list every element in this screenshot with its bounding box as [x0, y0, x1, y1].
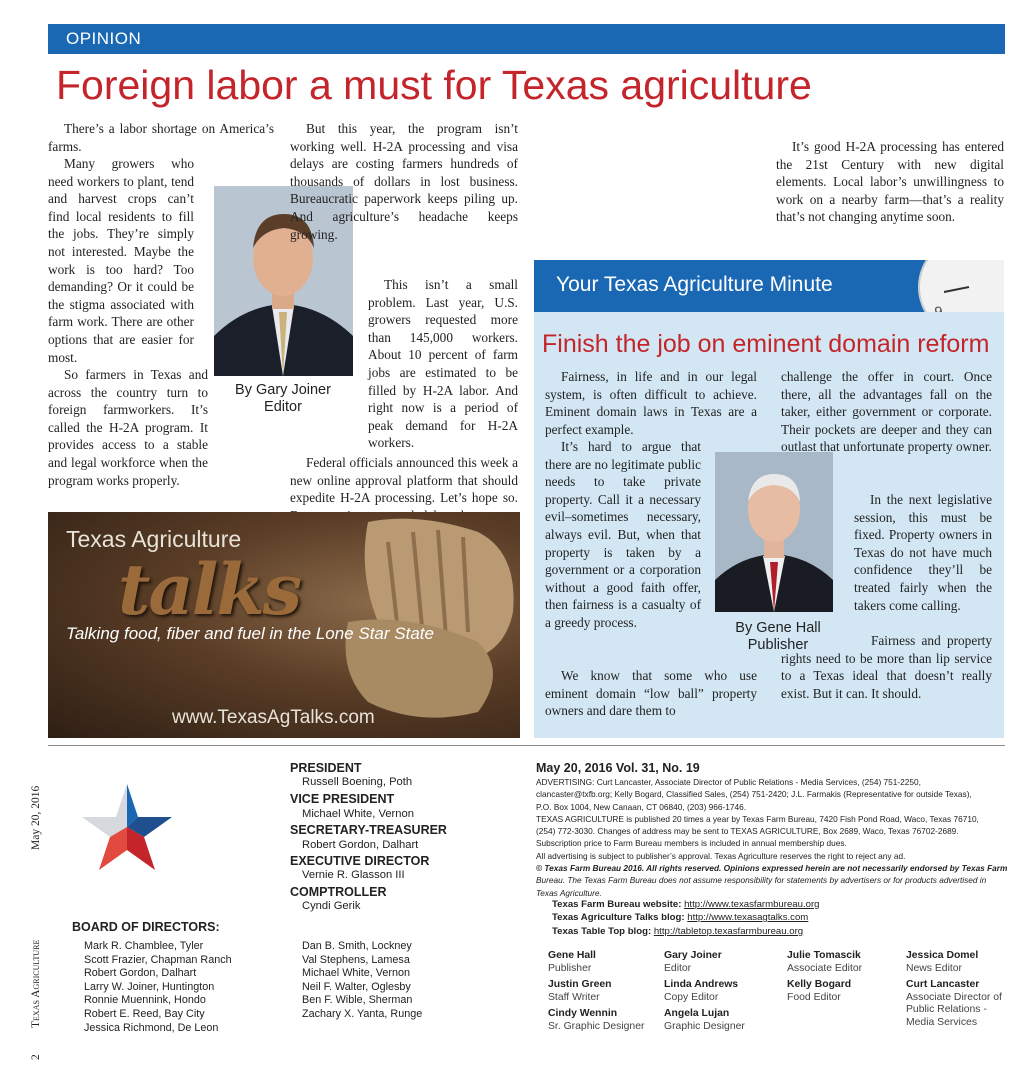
staff-name: Julie Tomascik: [787, 950, 861, 961]
gene-hall-photo: [715, 452, 833, 612]
masthead-line: ADVERTISING: Curt Lancaster, Associate Director of Public Relations - Media Services, (254) 751-2250,: [536, 777, 921, 787]
section-label: OPINION: [66, 29, 142, 48]
officer-name: Russell Boening, Poth: [302, 776, 413, 788]
masthead-line: Bureau. The Texas Farm Bureau does not assume responsibility for statements by advertisers or for products advertised in: [536, 875, 987, 886]
page-number: 2: [30, 1054, 42, 1060]
web-label: Texas Table Top blog:: [552, 926, 652, 937]
clock-icon: [914, 260, 1004, 312]
officer-name: Michael White, Vernon: [302, 808, 414, 820]
minute-col-2-bottom: [781, 632, 992, 702]
staff-role: Sr. Graphic Designer: [548, 1020, 645, 1032]
staff-entry: [664, 950, 722, 975]
staff-role: Associate Editor: [787, 962, 863, 974]
board-member: Michael White, Vernon: [302, 967, 411, 980]
ag-minute-headline: Finish the job on eminent domain reform: [542, 330, 990, 358]
masthead-line: © Texas Farm Bureau 2016. All rights reserved. Opinions expressed herein are not necessarily endorsed by Texas Farm: [536, 863, 1008, 874]
board-list-right: [302, 940, 422, 1022]
paragraph: challenge the offer in court. Once there, all the advantages fall on the taker, either government or corporate. Their pockets are deeper and they can outlast that unfortunate property owner.: [781, 369, 992, 455]
staff-role: Staff Writer: [548, 991, 600, 1003]
officer-title: EXECUTIVE DIRECTOR: [290, 854, 430, 868]
tabletop-blog-link[interactable]: http://tabletop.texasfarmbureau.org: [653, 926, 804, 937]
blog-link[interactable]: http://www.texasagtalks.com: [687, 912, 809, 923]
board-member: Robert Gordon, Dalhart: [84, 967, 197, 980]
texas-ag-talks-ad[interactable]: [48, 512, 520, 738]
staff-entry: [787, 950, 862, 975]
minute-col-2: [781, 368, 992, 456]
paragraph: It’s good H-2A processing has entered the 21st Century with new digital elements. Local labor’s unwillingness to work on a nearby farm—that’s a reality that’s not changing anytime soon.: [776, 139, 1004, 225]
staff-name: Curt Lancaster: [906, 979, 980, 990]
minute-col-1-mid: [545, 438, 701, 632]
board-member: Ben F. Wible, Sherman: [302, 994, 413, 1007]
ad-talks-wordmark: talks: [118, 548, 301, 631]
web-link-row: [552, 926, 803, 937]
paragraph: There’s a labor shortage on America’s farms.: [48, 121, 274, 154]
board-member: Ronnie Muennink, Hondo: [84, 994, 206, 1007]
paragraph: But this year, the program isn’t working well. H-2A processing and visa delays are costing farmers hundreds of thousands of dollars in lost business. Bureaucratic paperwork keeps piling up. And agriculture’s headache keeps growing.: [290, 121, 518, 242]
staff-role: Editor: [664, 962, 692, 974]
masthead-line: P.O. Box 1004, New Canaan, CT 06840, (203) 966-1746.: [536, 801, 747, 812]
officer-name: Cyndi Gerik: [302, 900, 361, 912]
staff-name: Gene Hall: [548, 950, 596, 961]
article-col-2: [290, 120, 518, 243]
board-member: Val Stephens, Lamesa: [302, 953, 410, 966]
article-col-1-top: [48, 120, 274, 155]
paragraph: It’s hard to argue that there are no legitimate public needs to take private property. Call it a necessary evil–sometimes necessary, always evil. But, when that property is taken by a government or a corporation without a good faith offer, then fairness is a casualty of a greedy process.: [545, 439, 701, 630]
ag-minute-title: Your Texas Agriculture Minute: [556, 273, 833, 296]
staff-name: Angela Lujan: [664, 1008, 730, 1019]
masthead-line: Subscription price to Farm Bureau members is included in annual membership dues.: [536, 838, 847, 849]
officer-title: VICE PRESIDENT: [290, 792, 395, 806]
staff-entry: [906, 979, 1006, 1029]
website-link[interactable]: http://www.texasfarmbureau.org: [684, 899, 820, 910]
masthead-line: clancaster@txfb.org; Kelly Bogard, Classified Sales, (254) 751-2420; J.L. Farmakis (Representative for outside Texas),: [536, 789, 972, 800]
side-publication-text: Texas Agriculture: [30, 939, 42, 1028]
staff-name: Linda Andrews: [664, 979, 739, 990]
masthead-line: TEXAS AGRICULTURE is published 20 times a year by Texas Farm Bureau, 7420 Fish Pond Road, Waco, Texas 76710,: [536, 813, 979, 824]
paragraph: We know that some who use eminent domain “low ball” property owners and dare them to: [545, 668, 757, 719]
section-banner: [48, 24, 1005, 54]
paragraph: Fairness, in life and in our legal system, is often difficult to achieve. Eminent domain laws in Texas are a perfect example.: [545, 369, 757, 437]
staff-entry: [664, 1008, 745, 1033]
web-label: Texas Agriculture Talks blog:: [552, 912, 685, 923]
staff-role: Publisher: [548, 962, 592, 974]
staff-name: Jessica Domel: [906, 950, 979, 961]
minute-col-1: [545, 368, 757, 438]
paragraph: So farmers in Texas and across the country turn to foreign farmworkers. It’s called the H-2A program. It provides access to a stable and legal workforce when the program works properly.: [48, 367, 208, 488]
ag-minute-bar: [534, 260, 1004, 312]
masthead-line: (254) 772-3030. Changes of address may be sent to TEXAS AGRICULTURE, Box 2689, Waco, Texas 76702-2689.: [536, 826, 959, 837]
staff-role: Graphic Designer: [664, 1020, 745, 1032]
staff-name: Justin Green: [548, 979, 612, 990]
masthead-line: All advertising is subject to publisher’s approval. Texas Agriculture reserves the right to reject any ad.: [536, 850, 906, 861]
paragraph: Federal officials announced this week a new online approval platform that should expedite H-2A processing. Let’s hope so.: [290, 455, 518, 506]
side-publication: [30, 900, 46, 1028]
article-col-4: [776, 138, 1004, 226]
article-col-1-bottom: [48, 366, 208, 489]
staff-name: Gary Joiner: [664, 950, 722, 961]
officer-name: Robert Gordon, Dalhart: [302, 839, 419, 851]
svg-text:9: [934, 305, 943, 312]
byline-title: Publisher: [747, 637, 809, 653]
farm-bureau-star-icon: [82, 782, 172, 872]
byline-name: By Gary Joiner: [235, 382, 331, 398]
staff-name: Cindy Wennin: [548, 1008, 618, 1019]
staff-entry: [787, 979, 851, 1004]
officer-name: Vernie R. Glasson III: [302, 869, 405, 881]
web-link-row: [552, 899, 820, 910]
officer-title: COMPTROLLER: [290, 885, 387, 899]
ad-url-link[interactable]: www.TexasAgTalks.com: [172, 707, 375, 728]
ad-brand: Texas Agriculture: [66, 526, 242, 552]
officer-title: SECRETARY-TREASURER: [290, 823, 447, 837]
masthead-line: Texas Agriculture.: [536, 887, 602, 898]
staff-entry: [548, 979, 612, 1004]
byline-name: By Gene Hall: [735, 620, 821, 636]
staff-role: Associate Director of Public Relations - Media Services: [906, 991, 1002, 1028]
article-byline: [220, 382, 346, 416]
staff-name: Kelly Bogard: [787, 979, 852, 990]
board-member: Dan B. Smith, Lockney: [302, 940, 412, 952]
board-member: Scott Frazier, Chapman Ranch: [84, 953, 232, 966]
side-date-text: May 20, 2016: [30, 785, 42, 850]
paragraph: This isn’t a small problem. Last year, U.S. growers requested more than 145,000 workers. About 10 percent of farm jobs are estimated to be filled by H-2A labor. And right now is a period of peak demand for H-2A workers.: [368, 277, 518, 451]
web-label: Texas Farm Bureau website:: [552, 899, 682, 910]
board-member: Jessica Richmond, De Leon: [84, 1021, 219, 1034]
staff-entry: [906, 950, 978, 975]
side-page-number: [30, 1050, 46, 1060]
minute-col-2-mid: [854, 491, 992, 614]
article-col-2-mid: [368, 276, 518, 452]
paragraph: In the next legislative session, this must be fixed. Property owners in Texas do not have much confidence they’ll be treated fairly when the takers come calling.: [854, 492, 992, 613]
board-member: Larry W. Joiner, Huntington: [84, 980, 215, 993]
paragraph: Many growers who need workers to plant, tend and harvest crops can’t find local residents to fill the jobs. They’re simply not interested. Maybe the work is too hard? Too demanding? Or it could be the stigma associated with farm work. There are other options that are easier for most.: [48, 156, 194, 365]
board-member: Mark R. Chamblee, Tyler: [84, 940, 204, 952]
paragraph: Fairness and property rights need to be more than lip service to a Texas ideal that doesn’t really exist. But it can. It should.: [781, 633, 992, 701]
minute-col-1-bottom: [545, 667, 757, 720]
masthead-text: [536, 776, 1006, 899]
board-member: Robert E. Reed, Bay City: [84, 1007, 205, 1020]
issue-info: May 20, 2016 Vol. 31, No. 19: [536, 761, 700, 775]
board-member: Zachary X. Yanta, Runge: [302, 1007, 423, 1020]
web-link-row: [552, 912, 808, 923]
staff-entry: [548, 1008, 644, 1033]
staff-role: News Editor: [906, 962, 963, 974]
side-date: [30, 785, 46, 850]
board-list-left: [84, 940, 232, 1035]
staff-role: Copy Editor: [664, 991, 719, 1003]
board-heading: BOARD OF DIRECTORS:: [72, 920, 220, 934]
staff-entry: [548, 950, 596, 975]
byline-title: Editor: [264, 399, 302, 415]
staff-role: Food Editor: [787, 991, 841, 1003]
officer-title: PRESIDENT: [290, 761, 362, 775]
divider: [48, 745, 1005, 746]
board-member: Neil F. Walter, Oglesby: [302, 980, 411, 993]
ad-tagline: Talking food, fiber and fuel in the Lone Star State: [66, 624, 434, 643]
article-headline: Foreign labor a must for Texas agriculture: [56, 62, 812, 108]
staff-entry: [664, 979, 738, 1004]
